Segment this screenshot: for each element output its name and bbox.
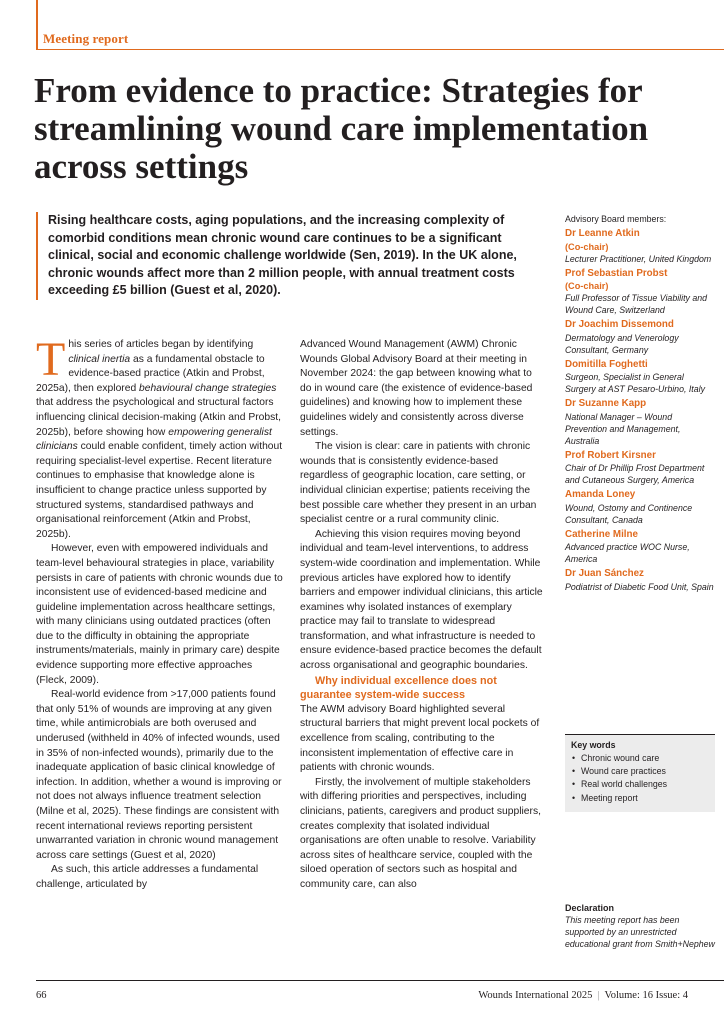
journal-name: Wounds International 2025 bbox=[478, 990, 593, 1001]
section-label: Meeting report bbox=[43, 31, 129, 46]
keywords-box bbox=[565, 734, 715, 812]
body-paragraph: The AWM advisory Board highlighted several structural barriers that might prevent local pockets of excellence from scaling, contributing to the inconsistent implementation of effective care in patients with chronic wounds. bbox=[300, 703, 540, 774]
section-subheading: Why individual excellence does not guarantee system-wide success bbox=[300, 674, 497, 702]
footer-divider bbox=[36, 980, 724, 981]
advisory-member bbox=[565, 568, 715, 593]
article-title: From evidence to practice: Strategies for streamlining wound care implementation across settings bbox=[34, 71, 649, 186]
advisory-member bbox=[565, 489, 715, 526]
keyword-item: • Real world challenges bbox=[571, 778, 709, 791]
page-number: 66 bbox=[36, 990, 47, 1001]
keyword-item: • Meeting report bbox=[571, 792, 709, 805]
keywords-list bbox=[571, 752, 709, 805]
body-paragraph: However, even with empowered individuals and team-level behavioural strategies in place, variability persists in care of patients with chronic wounds due to inconsistent use of evidenced-based medicine and guideline implementation across healthcare settings, with many clinicians using outdated practices (often due to the difficulty in obtaining the appropriate instruments/materials, mainly in primary care) despite evidence supporting more effective approaches (Fleck, 2009). bbox=[36, 543, 283, 686]
body-paragraph: Achieving this vision requires moving beyond individual and team-level interventions, to address system-wide coordination and implementation. While previous articles have explored how to identify barriers and empower individual clinicians, this article examines why isolated instances of exemplary practice may fail to translate to widespread transformation, and what infrastructure is needed to ensure evidence-based practice becomes the default across organisational and geographic boundaries. bbox=[300, 528, 543, 672]
body-column-1 bbox=[36, 333, 284, 893]
member-description: Chair of Dr Phillip Frost Department and Cutaneous Surgery, America bbox=[565, 463, 705, 485]
member-name: Dr Suzanne Kapp bbox=[565, 398, 647, 409]
member-name: Dr Joachim Dissemond bbox=[565, 319, 674, 330]
member-description: Wound, Ostomy and Continence Consultant, Canada bbox=[565, 502, 693, 525]
advisory-member bbox=[565, 450, 715, 487]
intro-standfirst bbox=[36, 212, 536, 300]
keywords-heading: Key words bbox=[571, 740, 616, 750]
keyword-item: • Wound care practices bbox=[571, 765, 709, 778]
body-paragraph: Advanced Wound Management (AWM) Chronic Wounds Global Advisory Board at their meeting in November 2024: the gap between knowing what to do in wound care (the existence of evidence-based guidelines) and knowing how to implement these guidelines widely and consistently across diverse settings. bbox=[300, 339, 533, 438]
intro-text: Rising healthcare costs, aging populations, and the increasing complexity of comorbid conditions mean chronic wound care continues to be a significant clinical, social and economic challenge worldwide (Sen, 2019). In the UK alone, chronic wounds affect more than 2 million people, with annual treatment costs exceeding £5 billion (Guest et al, 2020). bbox=[48, 213, 517, 298]
declaration-text: This meeting report has been supported by an unrestricted educational grant from Smith+Nephew bbox=[565, 915, 715, 949]
advisory-member bbox=[565, 398, 715, 447]
section-header bbox=[36, 0, 724, 50]
advisory-member bbox=[565, 529, 715, 566]
member-description: National Manager – Wound Prevention and Management, Australia bbox=[565, 411, 681, 446]
member-description: Lecturer Practitioner, United Kingdom bbox=[565, 253, 712, 264]
drop-cap: T bbox=[36, 333, 66, 386]
member-description: Advanced practice WOC Nurse, America bbox=[565, 542, 690, 564]
member-description: Dermatology and Venerology Consultant, Germany bbox=[565, 332, 679, 355]
advisory-member bbox=[565, 319, 715, 356]
member-name: Catherine Milne bbox=[565, 528, 638, 540]
member-description: Podiatrist of Diabetic Food Unit, Spain bbox=[565, 581, 714, 592]
advisory-member bbox=[565, 228, 715, 265]
advisory-board-sidebar bbox=[565, 213, 715, 593]
body-column-2 bbox=[300, 338, 546, 893]
member-list bbox=[565, 228, 715, 593]
keyword-item: • Chronic wound care bbox=[571, 752, 709, 765]
body-paragraph: As such, this article addresses a fundamental challenge, articulated by bbox=[36, 864, 259, 890]
member-description: Full Professor of Tissue Viability and Wound Care, Switzerland bbox=[565, 293, 708, 315]
advisory-member bbox=[565, 268, 715, 317]
sidebar-heading: Advisory Board members: bbox=[565, 214, 667, 224]
member-name: Amanda Loney bbox=[565, 489, 636, 500]
volume-issue: Volume: 16 Issue: 4 bbox=[604, 990, 688, 1001]
member-role: (Co-chair) bbox=[565, 281, 609, 291]
body-paragraph: Firstly, the involvement of multiple stakeholders with differing priorities and perspectives, including clinicians, patients, caregivers and product suppliers, creates complexity that isolated individual organisations are often unable to resolve. Variability across sites of healthcare service, coupled with the siloed operation of sectors such as hospital and community care, can also bbox=[300, 776, 541, 890]
member-name: Domitilla Foghetti bbox=[565, 358, 648, 370]
body-paragraph: Real-world evidence from >17,000 patients found that only 51% of wounds are improving at any given time, while antimicrobials are both overused and underused (withheld in 40% of infected wounds, used in 35% of non-infected wounds), primarily due to the inadequate application of basic clinical knowledge of infection. In addition, whether a wound is improving or not does not always influence treatment selection (Milne et al, 2025). These findings are consistent with recent international reviews reporting persistent unwarranted variation in chronic wound management across care settings (Guest et al, 2020) bbox=[36, 689, 282, 861]
footer-separator: | bbox=[597, 990, 600, 1001]
declaration-heading: Declaration bbox=[565, 903, 615, 913]
member-description: Surgeon, Specialist in General Surgery at AST Pesaro-Urbino, Italy bbox=[565, 372, 705, 394]
journal-info bbox=[478, 990, 688, 1001]
section-divider bbox=[36, 49, 724, 50]
member-name: Dr Leanne Atkin bbox=[565, 228, 640, 239]
member-name: Prof Sebastian Probst bbox=[565, 267, 668, 279]
member-name: Dr Juan Sánchez bbox=[565, 568, 644, 579]
member-name: Prof Robert Kirsner bbox=[565, 449, 656, 461]
section-accent-bar bbox=[36, 0, 38, 50]
body-paragraph: The vision is clear: care in patients with chronic wounds that is consistently evidence-based regardless of geographic location, care setting, or individual clinician expertise; patients receiving the best possible care whether they present in an urban specialist centre or a rural community clinic. bbox=[300, 441, 537, 526]
member-role: (Co-chair) bbox=[565, 241, 609, 252]
body-paragraph: This series of articles began by identifying clinical inertia as a fundamental obstacle to evidence-based practice (Atkin and Probst, 2025a), then explored behavioural change strategies that address the psychological and structural factors influencing clinical decision-making (Atkin and Probst, 2025b), before showing how empowering generalist clinicians could enable confident, timely action without requiring specialist-level expertise. Recent literature continues to emphasise that knowledge alone is insufficient to change practice unless supported by structured systems, standardised pathways and organisational reinforcement (Atkin and Probst, 2025b). bbox=[36, 333, 283, 540]
declaration-box bbox=[565, 902, 715, 950]
advisory-member bbox=[565, 359, 715, 396]
